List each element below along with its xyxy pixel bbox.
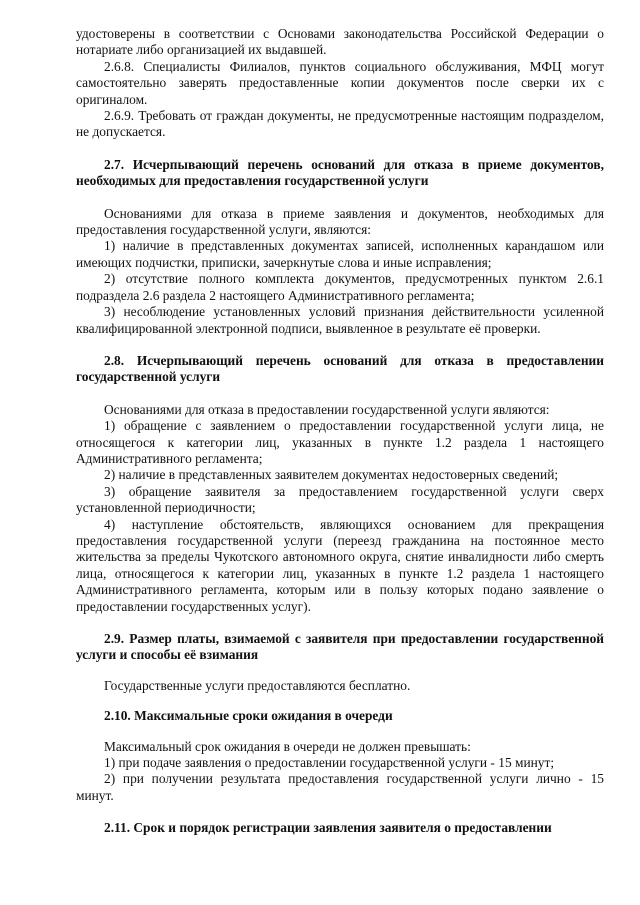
paragraph-2-10-intro: Максимальный срок ожидания в очереди не должен превышать: — [104, 738, 471, 754]
paragraph-2-8-intro: Основаниями для отказа в предоставлении государственной услуги являются: — [104, 401, 550, 417]
paragraph-2-8-item-3: 3) обращение заявителя за предоставлением государственной услуги сверх установленной периодичности; — [76, 483, 604, 516]
heading-2-7: 2.7. Исчерпывающий перечень оснований для отказа в приеме документов, необходимых для предоставления государственной услуги — [76, 156, 604, 189]
paragraph-2-10-item-1: 1) при подаче заявления о предоставлении государственной услуги - 15 минут; — [104, 755, 555, 771]
paragraph-2-8-item-1: 1) обращение с заявлением о предоставлении государственной услуги лица, не относящегося к категории лиц, указанных в пункте 1.2 раздела 1 настоящего Административного регламента; — [76, 418, 604, 466]
paragraph-2-7-intro: Основаниями для отказа в приеме заявления и документов, необходимых для предоставления государственной услуги, являются: — [76, 205, 604, 238]
paragraph-2-7-item-3: 3) несоблюдение установленных условий признания действительности усиленной квалифицированной электронной подписи, выявленное в результате её проверки. — [76, 304, 604, 336]
paragraph-intro-continuation: удостоверены в соответствии с Основами законодательства Российской Федерации о нотариате либо организацией их выдавшей. — [76, 26, 604, 58]
heading-2-8: 2.8. Исчерпывающий перечень оснований для отказа в предоставлении государственной услуги — [76, 352, 604, 385]
heading-2-10: 2.10. Максимальные сроки ожидания в очереди — [104, 708, 393, 724]
heading-2-9: 2.9. Размер платы, взимаемой с заявителя при предоставлении государственной услуги и способы её взимания — [76, 631, 604, 663]
paragraph-2-8-item-4: 4) наступление обстоятельств, являющихся основанием для прекращения предоставления государственной услуги (переезд гражданина на постоянное место жительства за пределы Чукотского автономного округа, снятие инвалидности либо смерть лица, относящегося к категории лиц, указанных в пункте 1.2 раздела 1 настоящего Административного регламента, которым или в пользу которых подано заявление о предоставлении государственных услуг). — [76, 516, 604, 614]
paragraph-2-9-text: Государственные услуги предоставляются бесплатно. — [104, 677, 411, 693]
paragraph-2-8-item-2: 2) наличие в представленных заявителем документах недостоверных сведений; — [104, 467, 559, 483]
paragraph-2-6-9: 2.6.9. Требовать от граждан документы, не предусмотренные настоящим подразделом, не допускается. — [76, 108, 604, 140]
heading-2-11: 2.11. Срок и порядок регистрации заявления заявителя о предоставлении — [104, 820, 552, 836]
paragraph-2-7-item-1: 1) наличие в представленных документах записей, исполненных карандашом или имеющих подчистки, приписки, зачеркнутые слова и иные исправления; — [76, 238, 604, 270]
paragraph-2-6-8: 2.6.8. Специалисты Филиалов, пунктов социального обслуживания, МФЦ могут самостоятельно заверять предоставленные копии документов после сверки их с оригиналом. — [76, 58, 604, 107]
paragraph-2-7-item-2: 2) отсутствие полного комплекта документов, предусмотренных пунктом 2.6.1 подраздела 2.6 раздела 2 настоящего Административного регламента; — [76, 271, 604, 303]
paragraph-2-10-item-2: 2) при получении результата предоставления государственной услуги лично - 15 минут. — [76, 771, 604, 803]
